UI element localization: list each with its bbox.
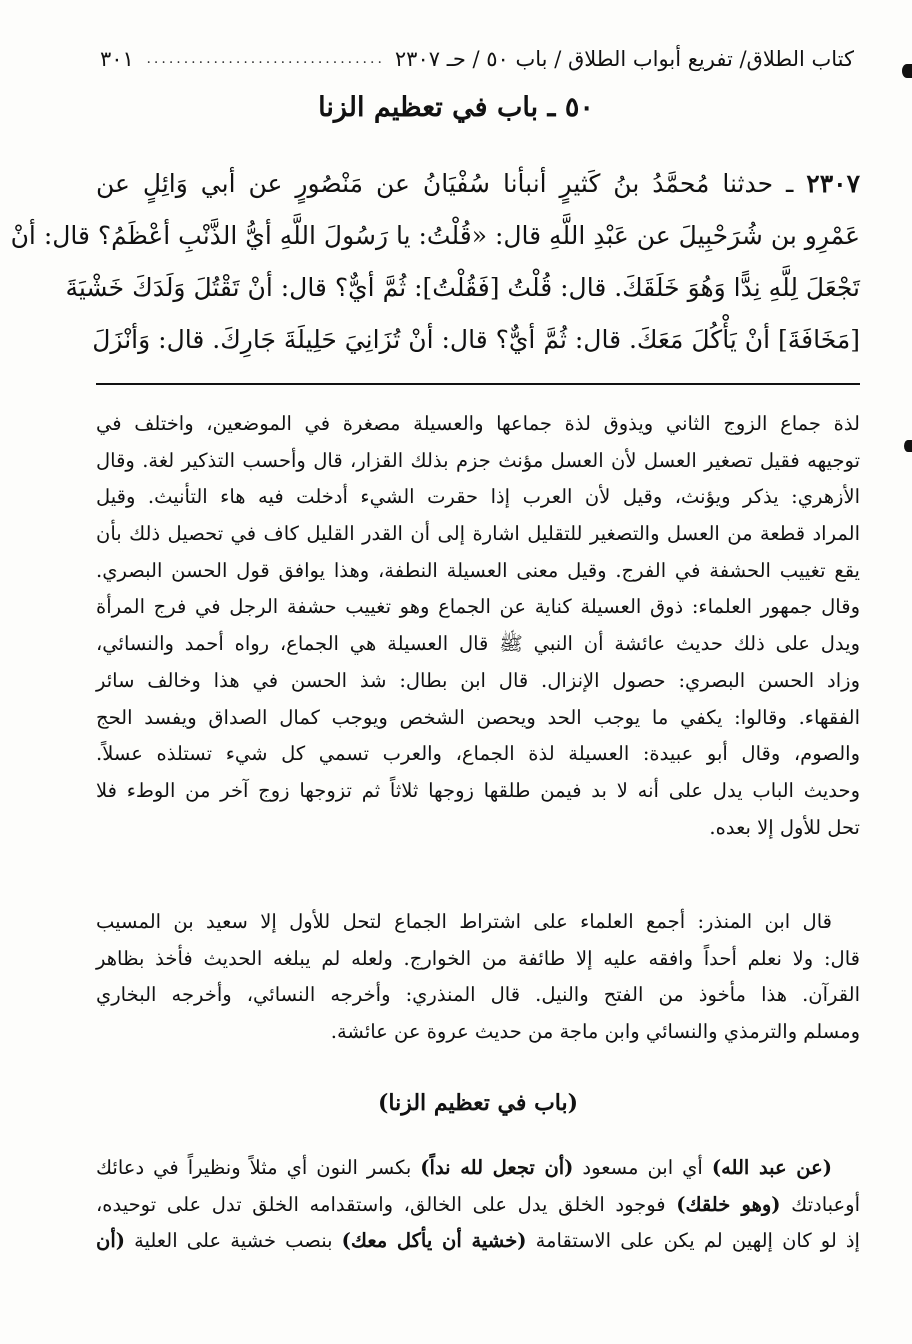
commentary-line [96,1223,860,1260]
hadith-text [10,158,860,366]
commentary-line: ويدل على ذلك حديث عائشة أن النبي ﷺ قال العسيلة هي الجماع، رواه أحمد والنسائي، [96,632,860,656]
commentary-text: بنصب خشية على العلية [124,1229,342,1253]
scan-edge-mark [904,440,912,452]
hadith-number: ٢٣٠٧ [806,169,860,198]
hadith-line: [مَخَافَةَ] أنْ يَأْكُلَ مَعَكَ. قال: ثُمَّ أيٌّ؟ قال: أنْ تُزَانِيَ حَلِيلَةَ جَارِكَ. قال: وَأنْزَلَ [92,325,860,354]
scan-edge-mark [902,64,912,78]
quoted-phrase: (وهو خلقك) [676,1192,781,1216]
commentary-line: وحديث الباب يدل على أنه لا بد فيمن طلقها زوجها ثلاثاً ثم تزوجها زوج آخر من الوطء فلا [96,778,860,802]
running-header [100,42,854,76]
running-title: كتاب الطلاق/ تفريع أبواب الطلاق / باب ٥٠ / حـ ٢٣٠٧ [394,47,854,71]
commentary-line: والصوم، وقال أبو عبيدة: العسيلة لذة الجماع، والعرب تسمي كل شيء تستلذه عسلاً. [96,742,860,766]
commentary-paragraph-1 [96,406,860,846]
commentary-paragraph-2 [96,904,860,1051]
commentary-line: قال: ولا نعلم أحداً وافقه عليه إلا طائفة من الخوارج. ولعله لم يبلغه الحديث فأخذ بظاهر [96,946,860,970]
quoted-phrase: (أن [96,1229,125,1253]
commentary-line: قال ابن المنذر: أجمع العلماء على اشتراط الجماع لتحل للأول إلا سعيد بن المسيب [96,910,832,933]
commentary-line: ومسلم والترمذي والنسائي وابن ماجة من حديث عروة عن عائشة. [330,1020,860,1044]
commentary-line: المراد قطعة من العسل والتصغير للتقليل اشارة إلى أن القدر القليل كاف في تحصيل ذلك بأن [96,522,860,546]
commentary-line: لذة جماع الزوج الثاني ويذوق لذة جماعها والعسيلة مصغرة في الموضعين، واختلف في [96,412,860,435]
commentary-line: يقع تغييب الحشفة في الفرج. وقيل معنى العسيلة النطفة، وهذا يوافق قول الحسن البصري. [96,558,860,582]
commentary-text: أوعبادتك [780,1192,861,1216]
commentary-paragraph-3 [96,1150,860,1260]
commentary-line: تحل للأول إلا بعده. [709,815,860,839]
commentary-line: وقال جمهور العلماء: ذوق العسيلة كناية عن الجماع وهو تغييب حشفة الرجل في فرج المرأة [96,595,860,619]
quoted-phrase: (أن تجعل لله نداً) [420,1156,574,1179]
commentary-line: وزاد الحسن البصري: حصول الإنزال. قال ابن بطال: شذ الحسن في هذا وخالف سائر [96,668,860,692]
footnote-divider [96,383,860,385]
chapter-title: ٥٠ ـ باب في تعظيم الزنا [318,92,594,123]
commentary-line: الفقهاء. وقالوا: يكفي ما يوجب الحد ويحصن الشخص ويوجب كمال الصداق ويفسد الحج [96,705,860,729]
commentary-line: الأزهري: يذكر ويؤنث، وقيل لأن العرب إذا حقرت الشيء أدخلت فيه هاء التأنيث. وقيل [96,485,860,509]
commentary-text: بكسر النون أي مثلاً ونظيراً في دعائك [96,1156,421,1179]
quoted-phrase: (عن عبد الله) [711,1156,832,1179]
commentary-line [96,1187,860,1224]
commentary-line: توجيهه فقيل تصغير العسل لأن العسل مؤنث جزم بذلك القزار، قال وأحسب التذكير لغة. وقال [96,448,860,472]
quoted-phrase: (خشية أن يأكل معك) [341,1229,527,1253]
section-subtitle: (باب في تعظيم الزنا) [377,1090,579,1116]
hadith-line: عَمْرِو بن شُرَحْبِيلَ عن عَبْدِ اللَّهِ قال: «قُلْتُ: يا رَسُولَ اللَّهِ أيُّ الذَّنْبِ أعْظَمُ؟ قال: أنْ [10,221,860,250]
hadith-line: تَجْعَلَ لِلَّهِ نِدًّا وَهُوَ خَلَقَكَ. قال: قُلْتُ [فَقُلْتُ]: ثُمَّ أيٌّ؟ قال: أنْ تَقْتُلَ وَلَدَكَ خَشْيَةَ [65,273,860,302]
commentary-text: فوجود الخلق يدل على الخالق، واستقدامه الخلق تدل على توحيده، [96,1192,677,1216]
hadith-line [96,158,860,210]
commentary-line [96,1150,860,1187]
hadith-line-text: ـ حدثنا مُحمَّدُ بنُ كَثيرٍ أنبأنا سُفْيَانُ عن مَنْصُورٍ عن أبي وَائِلٍ عن [96,169,794,198]
header-dots: ................................ [146,51,385,67]
commentary-text: إذ لو كان إلهين لم يكن على الاستقامة [526,1229,860,1253]
commentary-text: أي ابن مسعود [573,1156,712,1179]
page-number: ٣٠١ [100,47,134,71]
commentary-line: القرآن. هذا مأخوذ من الفتح والنيل. قال المنذري: وأخرجه النسائي، وأخرجه البخاري [96,983,860,1007]
